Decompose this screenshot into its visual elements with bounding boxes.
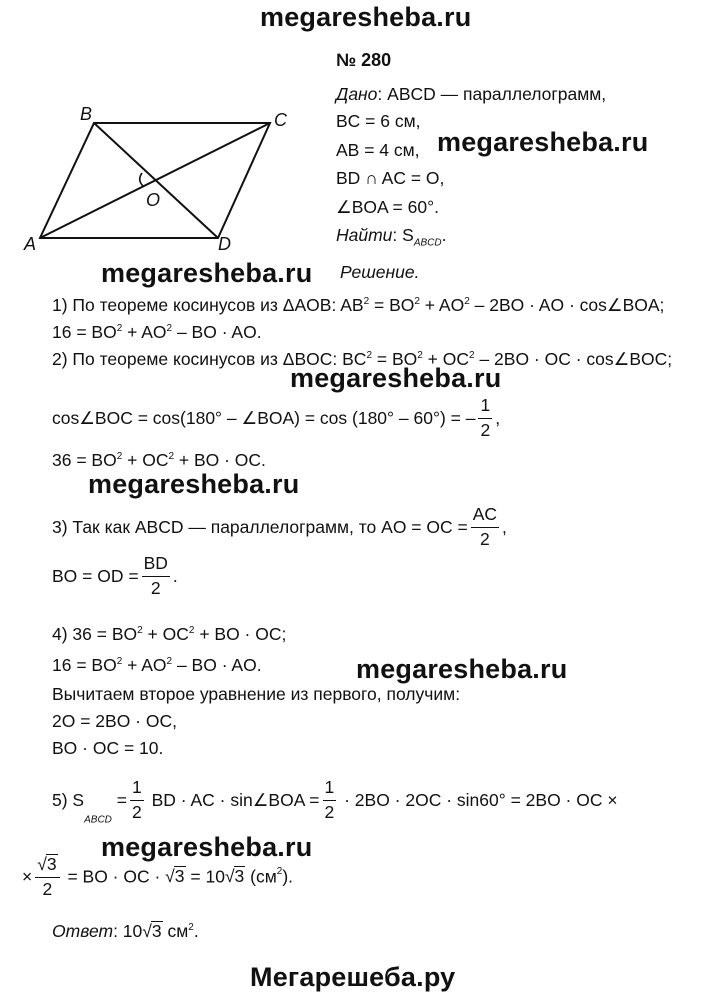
- step-2-line-1: 2) По теореме косинусов из ΔBOC: $BC^2 = BO^2 + OC^2 - 2BO$ · OC · cos∠BOC;: [52, 348, 673, 369]
- label-d: D: [218, 234, 231, 254]
- footer-watermark: Мегарешеба.ру: [250, 962, 456, 992]
- answer-label: Ответ: [52, 920, 114, 941]
- fraction-ac-over-2: $\frac{AC}{2}$: [472, 504, 498, 549]
- step-4-line-3: Вычитаем второе уравнение из первого, получим:: [52, 684, 461, 704]
- find-label: Найти: [336, 225, 393, 245]
- watermark: megaresheba.ru: [88, 469, 300, 499]
- step-3-line-1: 3) Так как ABCD — параллелограмм, то AO = OC = $\frac{AC}{2}$ ,: [52, 504, 507, 549]
- step-4-line-5: BO · OC = 10.: [52, 738, 164, 758]
- problem-number: № 280: [336, 50, 392, 70]
- angle-boa-arc: [140, 173, 143, 186]
- label-a: A: [24, 234, 37, 254]
- label-o: O: [146, 190, 161, 210]
- find-line: Найти: $S_{ABCD}$.: [336, 225, 447, 249]
- watermark: megaresheba.ru: [101, 258, 313, 288]
- watermark: megaresheba.ru: [101, 832, 313, 862]
- given-label: Дано: [336, 84, 378, 104]
- fraction-bd-over-2: $\frac{BD}{2}$: [143, 553, 168, 598]
- fraction-sqrt3-over-2: $\frac{√3}{2}$: [35, 854, 59, 899]
- step-2-cos-line: cos∠BOC = cos(180° – ∠BOA) = cos (180° – 60°) = – $\frac{1}{2}$ ,: [52, 395, 501, 440]
- step-4-line-1: 4) $36 = BO^2 + OC^2$ + BO · OC;: [52, 623, 287, 644]
- step-4-line-2: $16 = BO^2 + AO^2$ – BO · AO.: [52, 654, 262, 675]
- watermark: megaresheba.ru: [437, 127, 649, 157]
- step-1-line-1: 1) По теореме косинусов из ΔAOB: $AB^2 = BO^2 + AO^2 - 2BO$ · AO · cos∠BOA;: [52, 294, 665, 315]
- given-bc: BC = 6 см,: [336, 111, 421, 131]
- diagonal-ac: [40, 123, 270, 238]
- solution-heading: Решение.: [340, 262, 420, 282]
- step-2-line-3: $36 = BO^2 + OC^2$ + BO · OC.: [52, 449, 266, 470]
- watermark: megaresheba.ru: [290, 363, 502, 393]
- given-angle: ∠BOA = 60°.: [336, 197, 439, 217]
- fraction-one-half: $\frac{1}{2}$: [480, 395, 491, 440]
- step-4-line-4: 2O = 2BO · OC,: [52, 711, 177, 731]
- given-intersection: BD ∩ AC = O,: [336, 168, 445, 188]
- step-1-line-2: $16 = BO^2 + AO^2$ – BO · AO.: [52, 321, 262, 342]
- label-b: B: [80, 104, 93, 124]
- fraction-one-half: $\frac{1}{2}$: [324, 777, 335, 822]
- parallelogram-figure: [20, 100, 300, 260]
- given-ab: AB = 4 см,: [336, 140, 420, 160]
- label-c: C: [274, 110, 287, 130]
- step-5-line-1: 5) $S_{ABCD}$ = $\frac{1}{2}$ BD · AC · sin∠BOA = $\frac{1}{2}$ · 2BO · 2OC · sin60° = 2BO · OC ×: [52, 777, 618, 826]
- step-3-line-2: BO = OD = $\frac{BD}{2}$ .: [52, 553, 178, 598]
- watermark: megaresheba.ru: [356, 654, 568, 684]
- answer-line: Ответ: 10√3 $см^2$.: [52, 920, 199, 941]
- given-line-1: Дано: ABCD — параллелограмм,: [336, 84, 607, 104]
- watermark-top: megaresheba.ru: [260, 2, 472, 32]
- fraction-one-half: $\frac{1}{2}$: [132, 777, 142, 822]
- step-5-line-2: × $\frac{√3}{2}$ = BO · OC · √3 = 10√3 $(см^2)$.: [22, 854, 294, 900]
